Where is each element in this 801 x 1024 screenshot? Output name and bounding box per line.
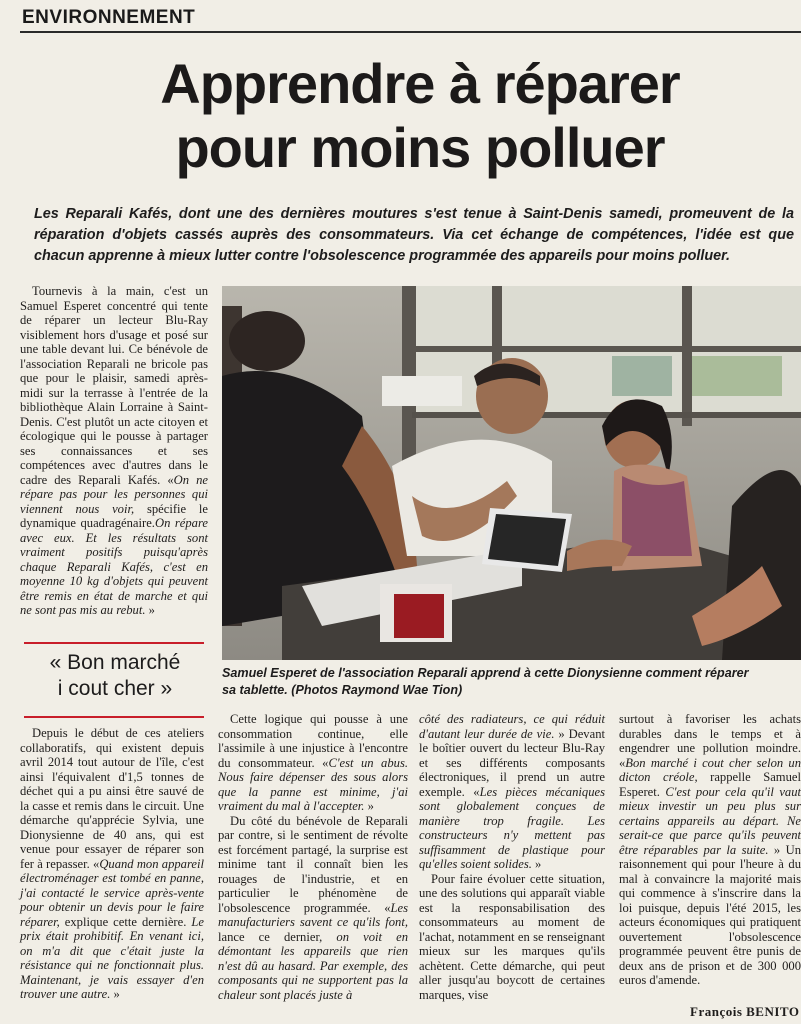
quote-text: Les manufacturiers savent ce qu'ils font, [218, 900, 408, 929]
body-text: » [110, 987, 120, 1001]
body-text: Pour faire évoluer cette situation, une des solutions qui apparaît viable est la responsabilisation des consommateurs au moment de l'achat, notamment en se renseignant mieux sur les marques qu'ils achètent. Cette démarche, qui peut aller jusqu'au boycott de certaines marques, vise [419, 871, 605, 1002]
quote-text: C'est un abus. Nous faire dépenser des sous alors que la panne est minime, j'ai vraiment du mal à l'accepter. [218, 755, 408, 813]
headline-line-2: pour moins polluer [175, 116, 665, 179]
article-column-3 [218, 712, 408, 1002]
headline-line-1: Apprendre à réparer [160, 52, 680, 115]
body-text: spécifie le dynamique quadragénaire. [20, 501, 208, 530]
body-text: Depuis le début de ces ateliers collaboratifs, qui existent depuis avril 2014 tout autour de l'île, c'est ainsi l'équivalent d'1,5 tonnes de déchet qui a pu ainsi être sauvé de la casse et remis dans le circuit. Une démarche qu'apprécie Sylvia, une Dionysienne de 40 ans, qui est venue pour essayer de réparer son fer à repasser. « [20, 726, 204, 871]
author-byline: François BENITO [690, 1004, 800, 1019]
article-photo [222, 286, 801, 660]
article-column-5 [619, 712, 801, 988]
body-text: » Devant le boîtier ouvert du lecteur Blu-Ray et ses différents composants électroniques, il prend un autre exemple. « [419, 726, 605, 799]
section-rubric: ENVIRONNEMENT [22, 7, 196, 28]
intertitle-rule-bottom [24, 716, 204, 718]
body-text: » [531, 857, 542, 871]
headline [40, 52, 800, 180]
paragraph [619, 712, 801, 988]
body-text: Cette logique qui pousse à une consommation continue, elle l'assimile à une injustice à l'encontre du consommateur. « [218, 712, 408, 770]
quote-text: On ne répare pas pour les personnes qui viennent nous voir, [20, 472, 208, 516]
caption-line-2: sa tablette. (Photos Raymond Wae Tion) [222, 683, 463, 697]
body-text: » [364, 799, 374, 813]
paragraph [218, 814, 408, 1003]
article-column-2 [20, 726, 204, 1002]
body-text: explique cette dernière. [59, 914, 187, 929]
body-text: » Un raisonnement qui pour l'heure à du mal à convaincre la majorité mais qui commence à s'inscrire dans la loi puisque, depuis l'été 2015, les acteurs économiques qui pratiquent ouvertement l'obsolescence programmée peuvent être punis de deux ans de prison et de 300 000 euros d'amende. [619, 842, 801, 987]
intertitle-line-2: i cout cher » [57, 677, 173, 700]
paragraph [20, 284, 208, 618]
paragraph [218, 712, 408, 814]
intertitle-rule-top [24, 642, 204, 644]
photo-caption [222, 665, 801, 699]
body-text: surtout à favoriser les achats durables dans le temps et à engendrer une pollution moindre. « [619, 712, 801, 770]
photo-illustration [222, 286, 801, 660]
quote-text: On répare avec eux. Et les résultats sont vraiment positifs puisqu'après chaque Reparali Kafés, c'est en moyenne 10 kg d'objets qui peuvent être remis en état de marche et qui ne sont pas mis au rebut. [20, 516, 208, 617]
lead-paragraph: Les Reparali Kafés, dont une des dernières moutures s'est tenue à Saint-Denis samedi, promeuvent de la réparation d'objets cassés auprès des consommateurs. Via cet échange de compétences, l'idée est que chacun apprenne à mieux lutter contre l'obsolescence programmée des appareils pour moins polluer. [34, 206, 794, 264]
quote-text: côté des radiateurs, ce qui réduit d'autant leur durée de vie. [419, 712, 605, 741]
top-rule [20, 31, 801, 33]
paragraph [20, 726, 204, 1002]
body-text: Du côté du bénévole de Reparali par contre, si le sentiment de révolte est forcément partagé, la surprise est minime tant il connaît bien les rouages de l'industrie, et en particulier le phénomène de l'obsolescence programmée. « [218, 813, 408, 915]
intertitle [20, 650, 210, 712]
quote-text: C'est pour cela qu'il vaut mieux investir un peu plus sur certains appareils au départ. Ne serait-ce que parce qu'ils peuvent être réparables par la suite. [619, 784, 801, 857]
quote-text: Quand mon appareil électroménager est tombé en panne, j'ai contacté le service après-vente pour obtenir un devis pour le faire réparer, [20, 856, 204, 929]
article-column-4 [419, 712, 605, 1002]
paragraph [419, 712, 605, 872]
article-column-1 [20, 284, 208, 618]
quote-text: on voit en démontant les appareils que rien n'est dû au hasard. Par exemple, des composants qui ne supportent pas la chaleur sont placés juste à [218, 929, 408, 1002]
quote-text: Le prix était prohibitif. En venant ici, on m'a dit que c'était juste la résistance qui ne fonctionnait plus. Maintenant, je vais essayer d'en trouver une autre. [20, 914, 204, 1001]
caption-line-1: Samuel Esperet de l'association Reparali apprend à cette Dionysienne comment réparer [222, 666, 749, 680]
quote-text: Bon marché i cout cher selon un dicton créole, [619, 755, 801, 784]
paragraph [419, 872, 605, 1003]
body-text: rappelle Samuel Esperet. [619, 770, 801, 799]
intertitle-line-1: « Bon marché [49, 651, 181, 674]
body-text: lance ce dernier, [218, 929, 323, 944]
body-text: » [145, 603, 155, 617]
body-text: Tournevis à la main, c'est un Samuel Esperet concentré qui tente de réparer un lecteur Blu-Ray visiblement hors d'usage et posé sur une table devant lui. Ce bénévole de l'association Reparali ne bricole pas que pour le plaisir, samedi après-midi sur la terrasse à l'entrée de la bibliothèque Alain Lorraine à Saint-Denis. C'est plutôt un acte citoyen et écologique qui le pousse à partager ses connaissances et ses compétences avec d'autres dans le cadre des Reparali Kafés. « [20, 284, 208, 487]
quote-text: Les pièces mécaniques sont globalement conçues de manière trop fragile. Les constructeurs n'y mettent pas suffisamment de plastique pour qu'elles soient solides. [419, 784, 605, 871]
